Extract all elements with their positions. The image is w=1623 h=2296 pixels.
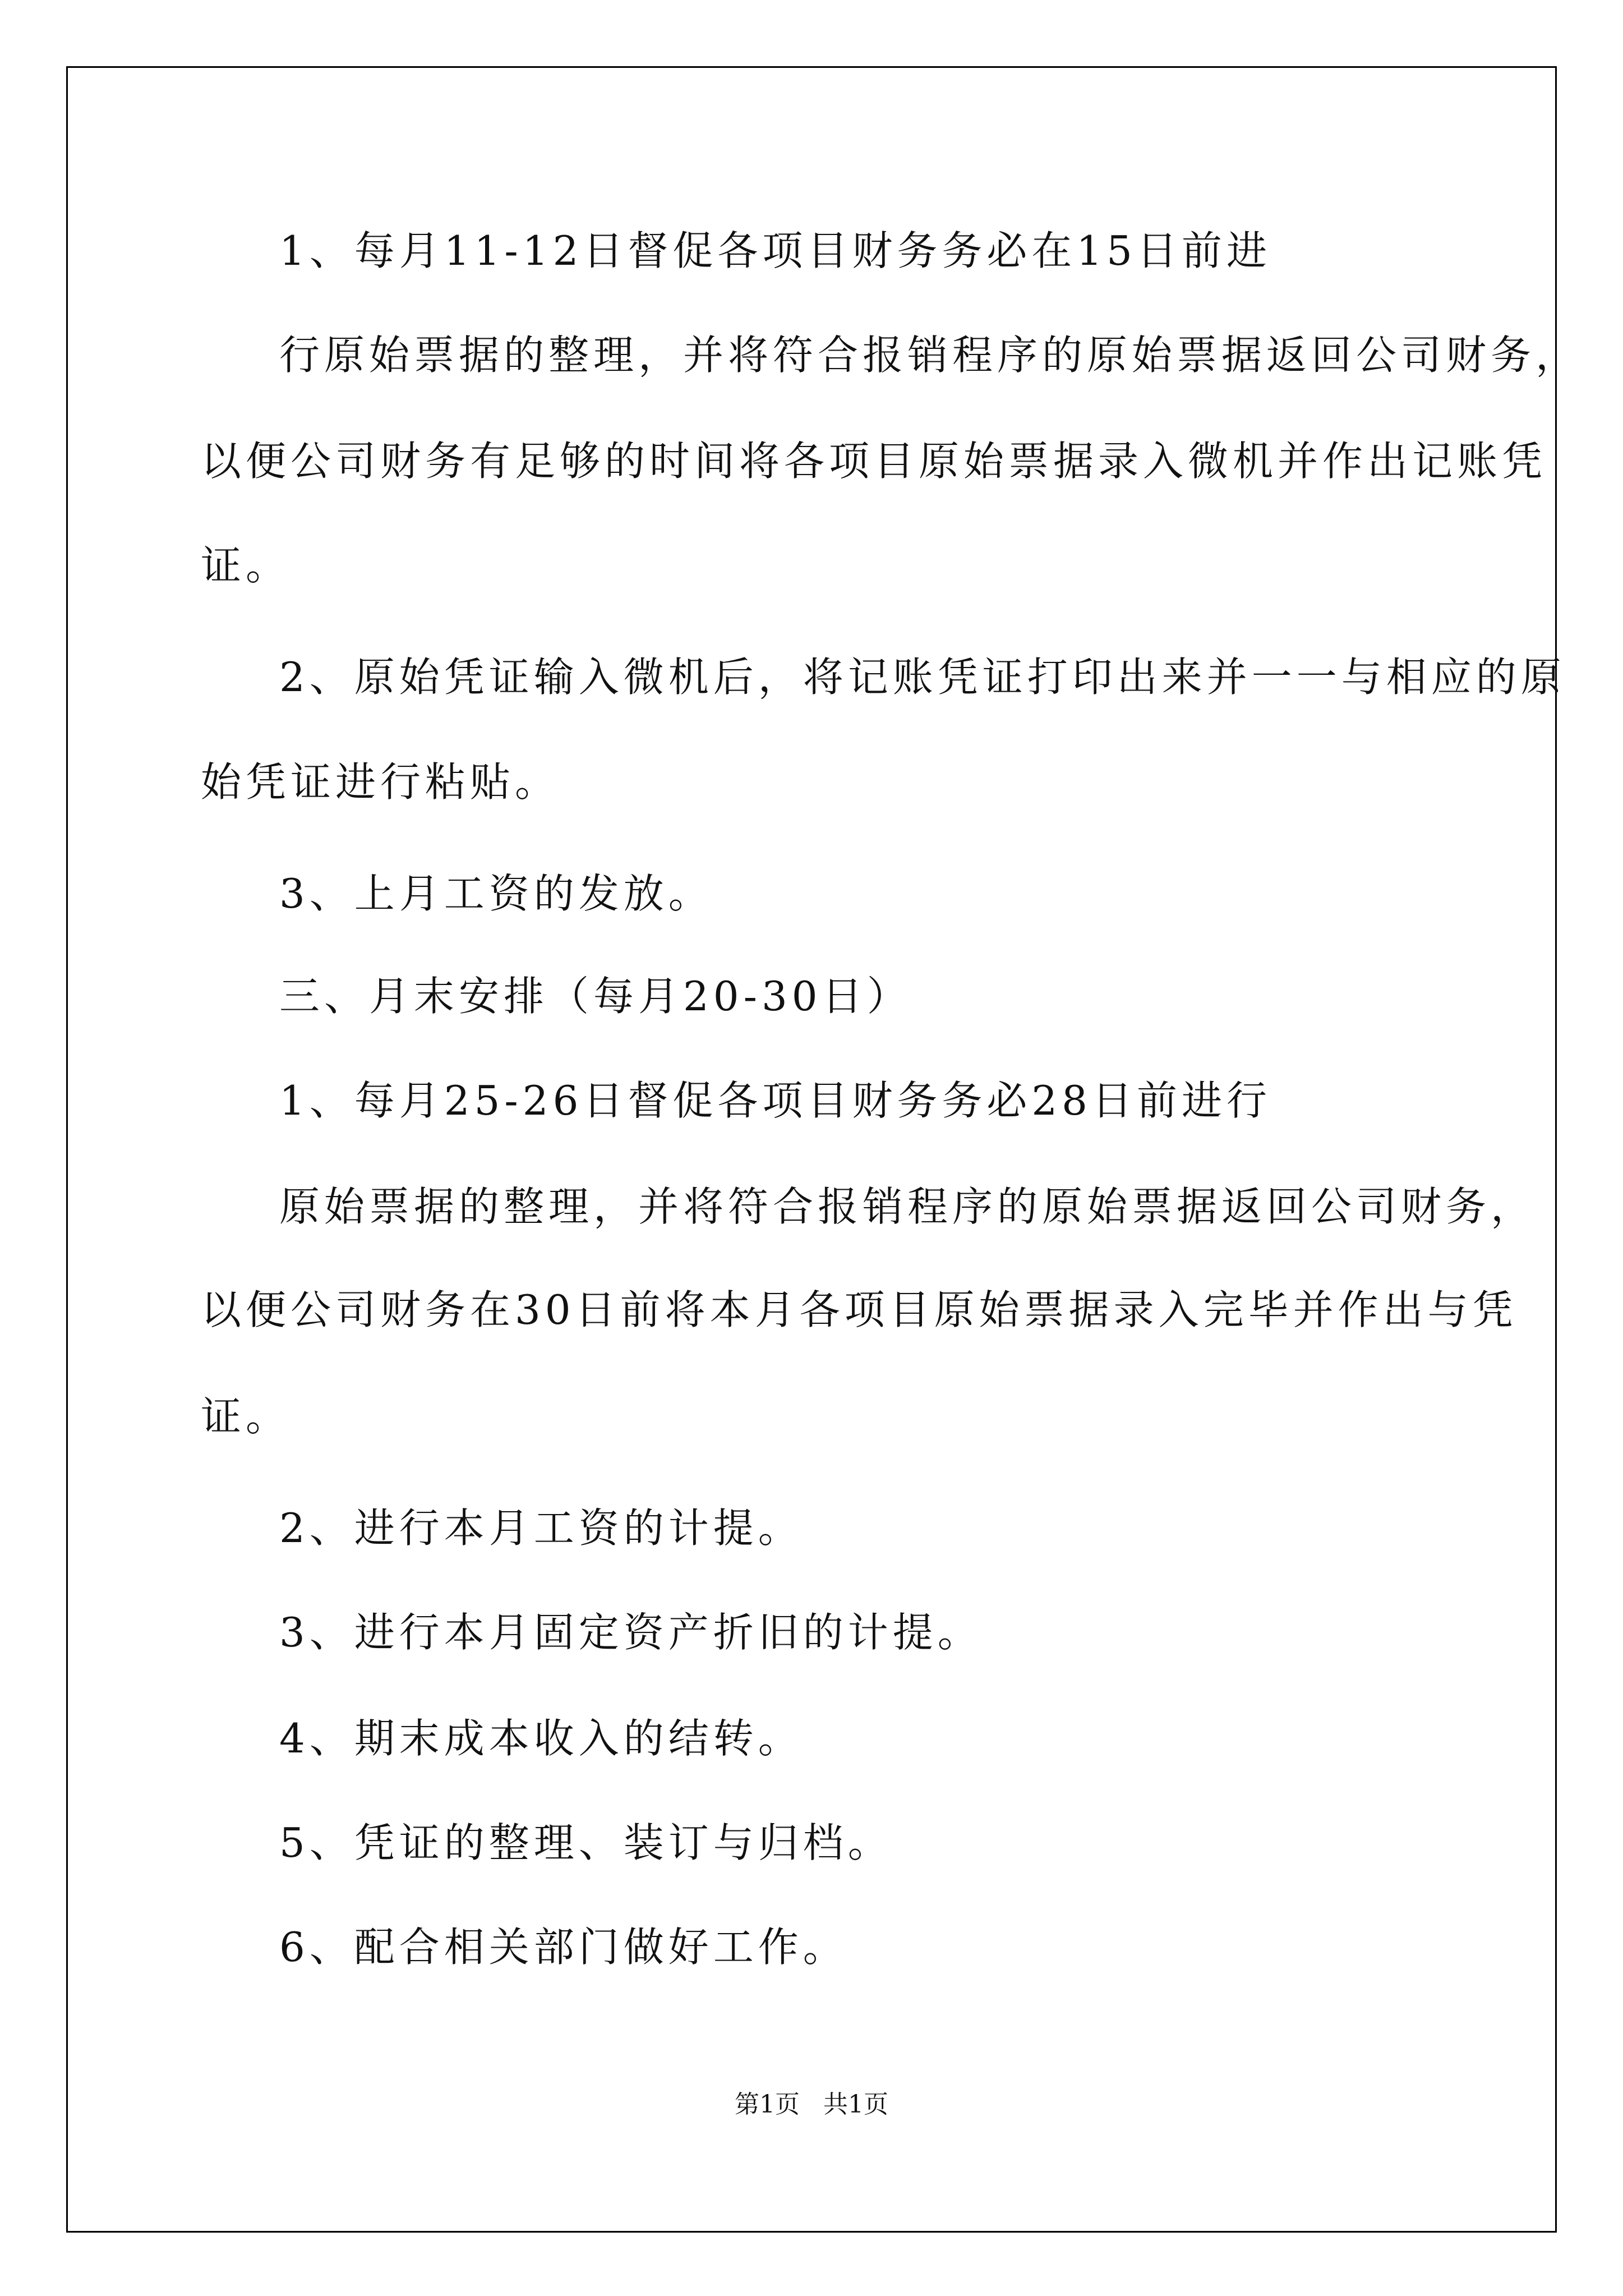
paragraph-line: 2、进行本月工资的计提。: [279, 1504, 803, 1552]
section-heading: 三、月末安排（每月20-30日）: [279, 973, 912, 1020]
paragraph-line: 1、每月25-26日督促各项目财务务必28日前进行: [279, 1077, 1271, 1124]
paragraph-line: 始凭证进行粘贴。: [201, 758, 560, 806]
paragraph-line: 1、每月11-12日督促各项目财务务必在15日前进: [279, 227, 1271, 274]
paragraph-line: 以便公司财务在30日前将本月各项目原始票据录入完毕并作出与凭: [201, 1286, 1518, 1333]
paragraph-line: 以便公司财务有足够的时间将各项目原始票据录入微机并作出记账凭: [201, 438, 1547, 485]
paragraph-line: 证。: [201, 542, 291, 589]
page-border: [66, 66, 1557, 2233]
paragraph-line: 证。: [201, 1393, 291, 1440]
paragraph-line: 6、配合相关部门做好工作。: [279, 1924, 848, 1971]
paragraph-line: 行原始票据的整理，并将符合报销程序的原始票据返回公司财务，: [279, 332, 1581, 379]
page-number-footer: 第1页 共1页: [735, 2090, 888, 2119]
paragraph-line: 3、进行本月固定资产折旧的计提。: [279, 1609, 983, 1656]
paragraph-line: 5、凭证的整理、装订与归档。: [279, 1819, 893, 1866]
paragraph-line: 原始票据的整理，并将符合报销程序的原始票据返回公司财务，: [279, 1183, 1536, 1230]
paragraph-line: 4、期末成本收入的结转。: [279, 1715, 803, 1762]
paragraph-line: 3、上月工资的发放。: [279, 870, 713, 917]
paragraph-line: 2、原始凭证输入微机后，将记账凭证打印出来并一一与相应的原: [279, 654, 1566, 701]
